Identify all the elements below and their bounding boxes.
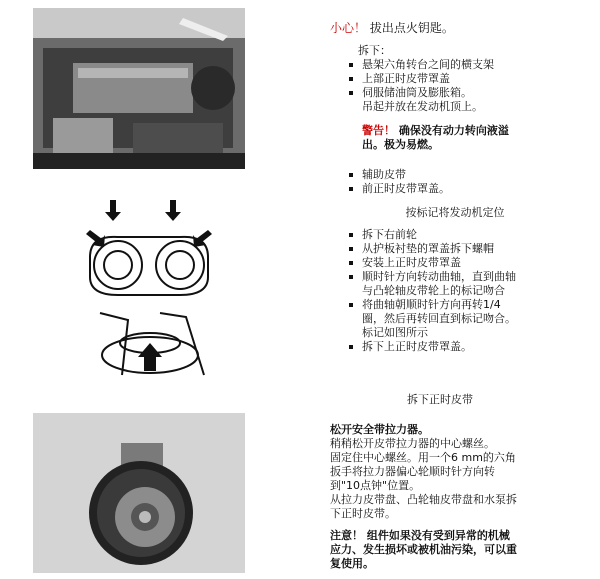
section-3 (330, 423, 595, 571)
timing-marks-diagram (80, 195, 220, 380)
list-item: 将曲轴朝顺时针方向再转1/4 (348, 298, 588, 312)
list-item: 辅助皮带 (348, 168, 590, 182)
warning-text-cont: 出。极为易燃。 (362, 138, 439, 151)
tensioner-photo (33, 413, 245, 573)
subheading: 按标记将发动机定位 (405, 206, 505, 219)
list-item: 拆下右前轮 (348, 228, 588, 242)
engine-bay-photo (33, 8, 245, 169)
section-1 (330, 20, 590, 196)
section-2 (348, 228, 588, 354)
caution-label: 小心！ (330, 21, 367, 35)
step-line: 松开安全带拉力器。 (330, 423, 429, 436)
list-item: 悬架六角转台之间的横支架 (348, 58, 590, 72)
list-item: 从护板衬垫的罩盖拆下螺帽 (348, 242, 588, 256)
note-line: 复使用。 (330, 557, 374, 570)
list-item: 拆下上正时皮带罩盖。 (348, 340, 588, 354)
warning-label: 警告！ (362, 124, 395, 137)
list-item: 上部正时皮带罩盖 (348, 72, 590, 86)
list-item: 伺服储油筒及膨胀箱。 (348, 86, 590, 100)
note-text: 吊起并放在发动机顶上。 (362, 100, 483, 113)
step-line: 扳手将拉力器偏心轮顺时针方向转 (330, 465, 495, 478)
list-item-cont: 标记如图所示 (362, 326, 428, 339)
list-item: 顺时针方向转动曲轴，直到曲轴 (348, 270, 588, 284)
section-3-heading: 拆下正时皮带 (407, 393, 473, 406)
caution-text: 拔出点火钥匙。 (369, 21, 454, 35)
list-item-cont: 与凸轮轴皮带轮上的标记吻合 (362, 284, 505, 297)
list-item-cont: 圈，然后再转回直到标记吻合。 (362, 312, 516, 325)
step-line: 从拉力皮带盘、凸轮轴皮带盘和水泵拆 (330, 493, 517, 506)
note-line: 应力、发生损坏或被机油污染，可以重 (330, 543, 517, 556)
list-item: 前正时皮带罩盖。 (348, 182, 590, 196)
step-line: 下正时皮带。 (330, 507, 396, 520)
step-line: 稍稍松开皮带拉力器的中心螺丝。 (330, 437, 495, 450)
warning-text: 确保没有动力转向液溢 (398, 124, 509, 137)
step-line: 到"10点钟"位置。 (330, 479, 421, 492)
list-item: 安装上正时皮带罩盖 (348, 256, 588, 270)
step-line: 固定住中心螺丝。用一个6 mm的六角 (330, 451, 516, 464)
note-line: 注意！ 组件如果没有受到异常的机械 (330, 529, 510, 542)
remove-heading: 拆下： (358, 44, 391, 57)
